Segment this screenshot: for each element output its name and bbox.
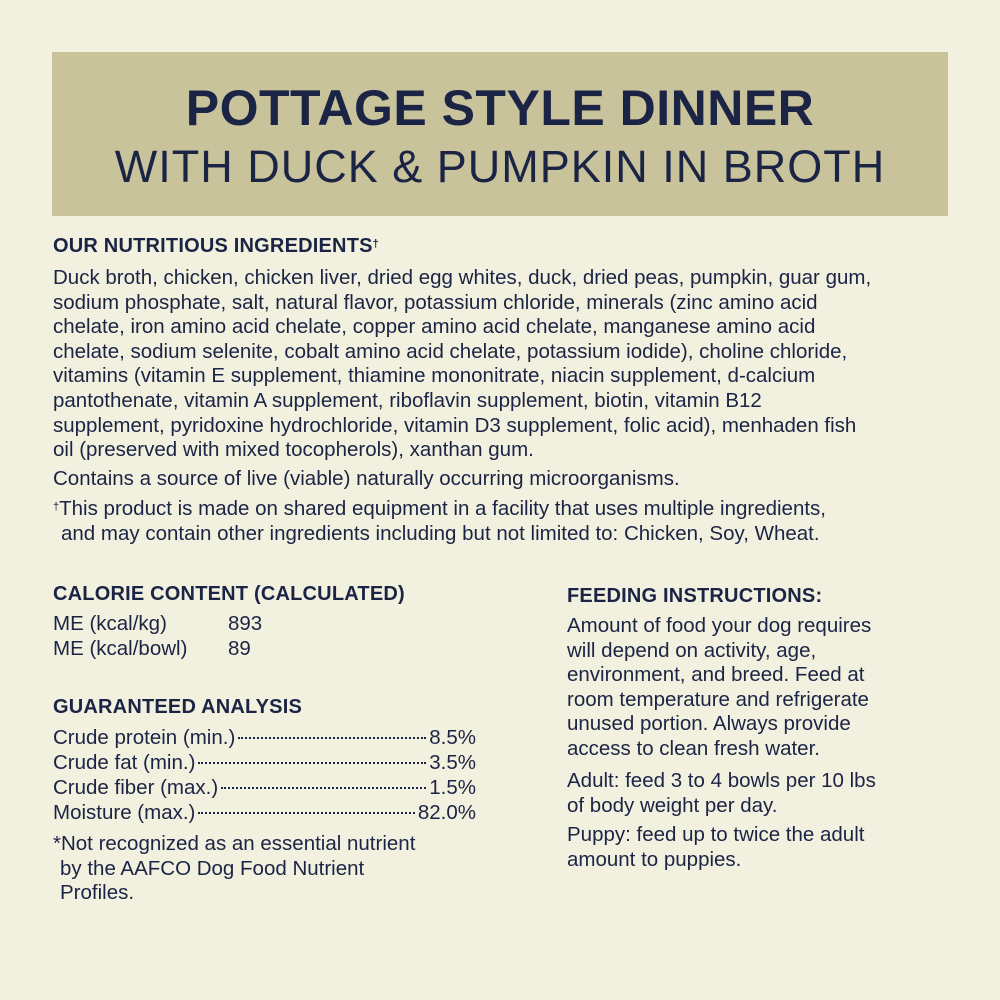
footnote-line: by the AAFCO Dog Food Nutrient bbox=[60, 856, 365, 880]
ingredients-line: vitamins (vitamin E supplement, thiamine mononitrate, niacin supplement, d-calcium bbox=[53, 364, 816, 388]
ingredients-line: chelate, sodium selenite, cobalt amino acid chelate, potassium iodide), choline chloride, bbox=[53, 339, 848, 363]
ingredients-line: supplement, pyridoxine hydrochloride, vitamin D3 supplement, folic acid), menhaden fish bbox=[53, 413, 857, 437]
product-title: POTTAGE STYLE DINNER bbox=[185, 80, 815, 136]
dagger-mark: † bbox=[372, 238, 379, 250]
analysis-row bbox=[53, 751, 476, 775]
analysis-label: Crude fiber (max.) bbox=[53, 776, 219, 799]
product-subtitle: WITH DUCK & PUMPKIN IN BROTH bbox=[114, 141, 886, 192]
ingredients-line: oil (preserved with mixed tocopherols), xanthan gum. bbox=[53, 438, 534, 462]
feeding-line: of body weight per day. bbox=[567, 793, 778, 817]
calorie-value: 893 bbox=[228, 612, 263, 635]
feeding-line: amount to puppies. bbox=[567, 847, 742, 871]
analysis-heading: GUARANTEED ANALYSIS bbox=[53, 696, 303, 718]
analysis-row bbox=[53, 726, 476, 750]
analysis-value: 1.5% bbox=[429, 776, 476, 799]
analysis-row bbox=[53, 801, 476, 825]
ingredients-line: sodium phosphate, salt, natural flavor, potassium chloride, minerals (zinc amino acid bbox=[53, 290, 818, 314]
feeding-line: access to clean fresh water. bbox=[567, 736, 820, 760]
analysis-value: 82.0% bbox=[417, 801, 476, 824]
footnote-line: Profiles. bbox=[60, 881, 135, 905]
leader-dots bbox=[198, 812, 414, 814]
leader-dots bbox=[221, 787, 426, 789]
leader-dots bbox=[238, 737, 426, 739]
feeding-line: room temperature and refrigerate bbox=[567, 687, 869, 711]
title-banner bbox=[52, 52, 948, 216]
shared-note-line: This product is made on shared equipment in a facility that uses multiple ingredients, bbox=[59, 497, 827, 520]
shared-note-line: and may contain other ingredients including but not limited to: Chicken, Soy, Wheat. bbox=[61, 521, 820, 545]
leader-dots bbox=[198, 762, 426, 764]
feeding-puppy bbox=[567, 823, 937, 872]
feeding-adult bbox=[567, 769, 937, 818]
feeding-line: will depend on activity, age, bbox=[567, 638, 817, 662]
feeding-heading: FEEDING INSTRUCTIONS: bbox=[567, 585, 823, 607]
ingredients-list bbox=[53, 266, 953, 463]
dagger-mark: † bbox=[53, 501, 60, 513]
microorganisms-note: Contains a source of live (viable) naturally occurring microorganisms. bbox=[53, 467, 680, 490]
feeding-paragraph bbox=[567, 614, 937, 762]
feeding-line: Adult: feed 3 to 4 bowls per 10 lbs bbox=[567, 769, 876, 792]
ingredients-heading bbox=[53, 234, 379, 258]
calorie-label: ME (kcal/bowl) bbox=[53, 637, 188, 660]
shared-equipment-note bbox=[53, 497, 953, 546]
footnote-line: *Not recognized as an essential nutrient bbox=[53, 832, 416, 855]
analysis-row bbox=[53, 776, 476, 800]
aafco-footnote bbox=[53, 832, 493, 906]
analysis-label: Crude protein (min.) bbox=[53, 726, 236, 749]
analysis-value: 8.5% bbox=[429, 726, 476, 749]
calorie-value: 89 bbox=[228, 637, 251, 660]
ingredients-line: pantothenate, vitamin A supplement, riboflavin supplement, biotin, vitamin B12 bbox=[53, 388, 762, 412]
analysis-label: Moisture (max.) bbox=[53, 801, 196, 824]
ingredients-line: chelate, iron amino acid chelate, copper amino acid chelate, manganese amino acid bbox=[53, 315, 816, 339]
analysis-value: 3.5% bbox=[429, 751, 476, 774]
calorie-heading: CALORIE CONTENT (CALCULATED) bbox=[53, 583, 405, 605]
ingredients-line: Duck broth, chicken, chicken liver, dried egg whites, duck, dried peas, pumpkin, guar gum, bbox=[53, 266, 872, 289]
ingredients-heading-text: OUR NUTRITIOUS INGREDIENTS bbox=[53, 235, 373, 257]
calorie-label: ME (kcal/kg) bbox=[53, 612, 167, 635]
feeding-line: unused portion. Always provide bbox=[567, 712, 851, 736]
feeding-line: environment, and breed. Feed at bbox=[567, 663, 865, 687]
feeding-line: Amount of food your dog requires bbox=[567, 614, 872, 637]
analysis-label: Crude fat (min.) bbox=[53, 751, 196, 774]
feeding-line: Puppy: feed up to twice the adult bbox=[567, 823, 865, 846]
